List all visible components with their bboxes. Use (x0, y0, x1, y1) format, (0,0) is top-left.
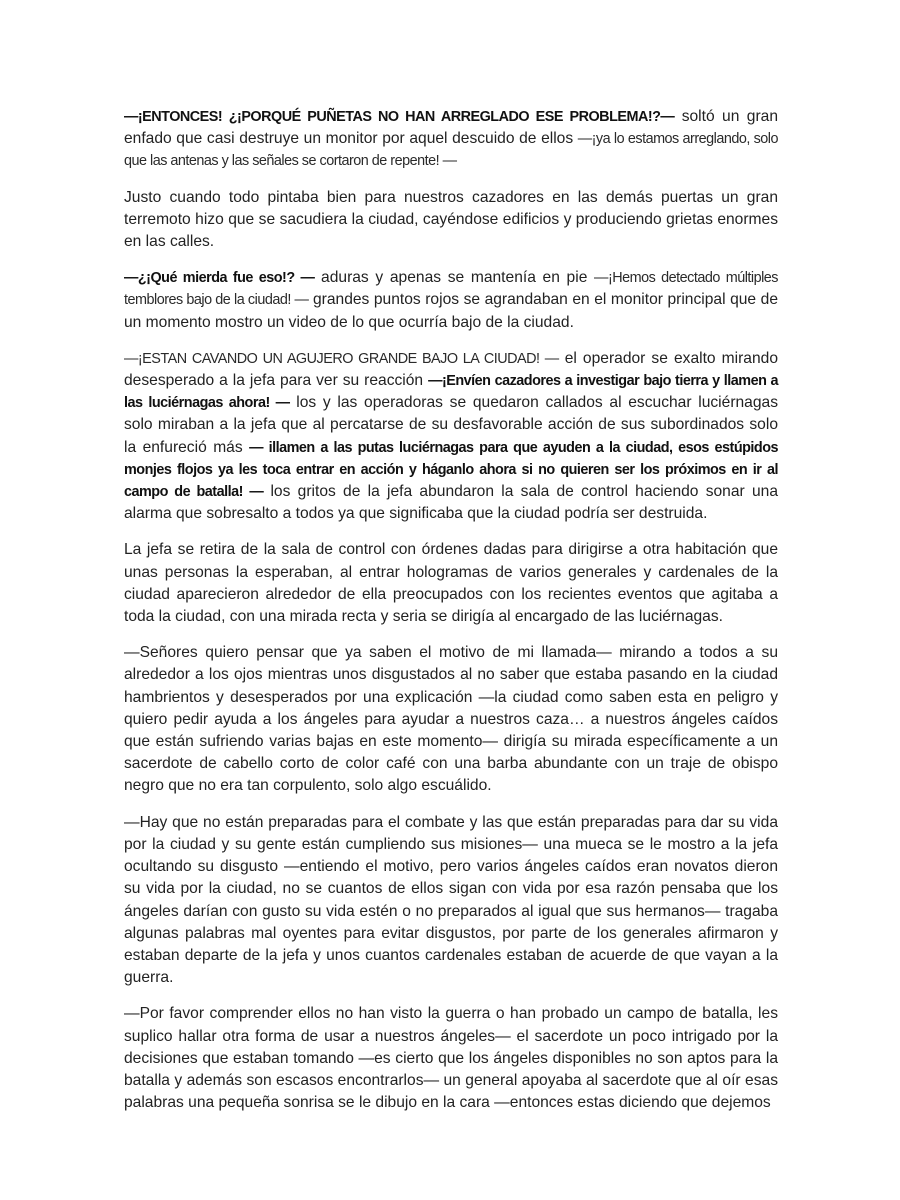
narration: aduras y apenas se mantenía en pie (314, 269, 595, 287)
paragraph-5 (124, 539, 778, 628)
dialogue: —¡ya lo estamos arreglando, solo que las antenas y las señales se cortaron de repente! — (124, 131, 778, 170)
paragraph-2 (124, 187, 778, 254)
narration: La jefa se retira de la sala de control con órdenes dadas para dirigirse a otra habitación que unas personas la esperaban, al entrar hologramas de varios generales y cardenales de la ciudad aparecieron alrededor de ella preocupados con los recientes eventos que agitaba a toda la ciudad, con una mirada recta y seria se dirigía al encargado de las luciérnagas. (124, 541, 778, 626)
paragraph-1 (124, 106, 778, 173)
narration: Justo cuando todo pintaba bien para nuestros cazadores en las demás puertas un gran terremoto hizo que se sacudiera la ciudad, cayéndose edificios y produciendo grietas enormes en las calles. (124, 188, 778, 251)
paragraph-3 (124, 267, 778, 334)
paragraph-6 (124, 642, 778, 797)
narration: el operador se exalto mirando desesperado a la jefa para ver su reacción (124, 349, 778, 390)
narration: —Hay que no están preparadas para el combate y las que están preparadas para dar su vida por la ciudad y su gente están cumpliendo sus misiones— una mueca se le mostro a la jefa ocultando su disgusto —entiendo el motivo, pero varios ángeles caídos eran novatos dieron su vida por la ciudad, no se cuantos de ellos sigan con vida por esa razón pensaba que los ángeles darían con gusto su vida estén o no preparados al igual que sus hermanos— tragaba algunas palabras mal oyentes para evitar disgustos, por parte de los generales afirmaron y estaban departe de la jefa y unos cuantos cardenales estaban de acuerde de que vayan a la guerra. (124, 813, 778, 987)
dialogue: —¡Hemos detectado múltiples temblores bajo de la ciudad! — (124, 270, 778, 309)
dialogue: —¡ESTAN CAVANDO UN AGUJERO GRANDE BAJO LA CIUDAD! — (124, 350, 559, 367)
paragraph-7 (124, 812, 778, 990)
narration: los gritos de la jefa abundaron la sala de control haciendo sonar una alarma que sobresalto a todos ya que significaba que la ciudad podría ser destruida. (124, 483, 778, 523)
narration: grandes puntos rojos se agrandaban en el monitor principal que de un momento mostro un video de lo que ocurría bajo de la ciudad. (124, 291, 778, 331)
paragraph-4 (124, 348, 778, 526)
narration: soltó un gran enfado que casi destruye un monitor por aquel descuido de ellos (124, 108, 778, 148)
paragraph-8 (124, 1003, 778, 1114)
narration: —Por favor comprender ellos no han visto la guerra o han probado un campo de batalla, les suplico hallar otra forma de usar a nuestros ángeles— el sacerdote un poco intrigado por la decisiones que estaban tomando —es cierto que los ángeles disponibles no son aptos para la batalla y además son escasos encontrarlos— un general apoyaba al sacerdote que al oír esas palabras una pequeña sonrisa se le dibujo en la cara —entonces estas diciendo que dejemos (124, 1005, 778, 1112)
dialogue-shout: — illamen a las putas luciérnagas para que ayuden a la ciudad, esos estúpidos monjes flojos ya les toca entrar en acción y háganlo ahora si no quieren ser los próximos en ir al campo de batalla! — (124, 439, 778, 501)
dialogue-shout: —¡ENTONCES! ¿¡PORQUÉ PUÑETAS NO HAN ARREGLADO ESE PROBLEMA!?— (124, 109, 675, 125)
dialogue-shout: —¡Envíen cazadores a investigar bajo tierra y llamen a las luciérnagas ahora! — (124, 373, 778, 412)
narration: los y las operadoras se quedaron callados al escuchar luciérnagas solo miraban a la jefa que al percatarse de su desfavorable acción de sus subordinados solo la enfureció más (124, 394, 778, 456)
narration: —Señores quiero pensar que ya saben el motivo de mi llamada— mirando a todos a su alrededor a los ojos mientras unos disgustados al no saber que estaba pasando en la ciudad hambrientos y desesperados por una explicación —la ciudad como saben esta en peligro y quiero pedir ayuda a los ángeles para ayudar a nuestros caza… a nuestros ángeles caídos que están sufriendo varias bajas en este momento— dirigía su mirada específicamente a un sacerdote de cabello corto de color café con una barba abundante con un traje de obispo negro que no era tan corpulento, solo algo escuálido. (124, 644, 778, 795)
dialogue-shout: —¿¡Qué mierda fue eso!? — (124, 270, 315, 287)
